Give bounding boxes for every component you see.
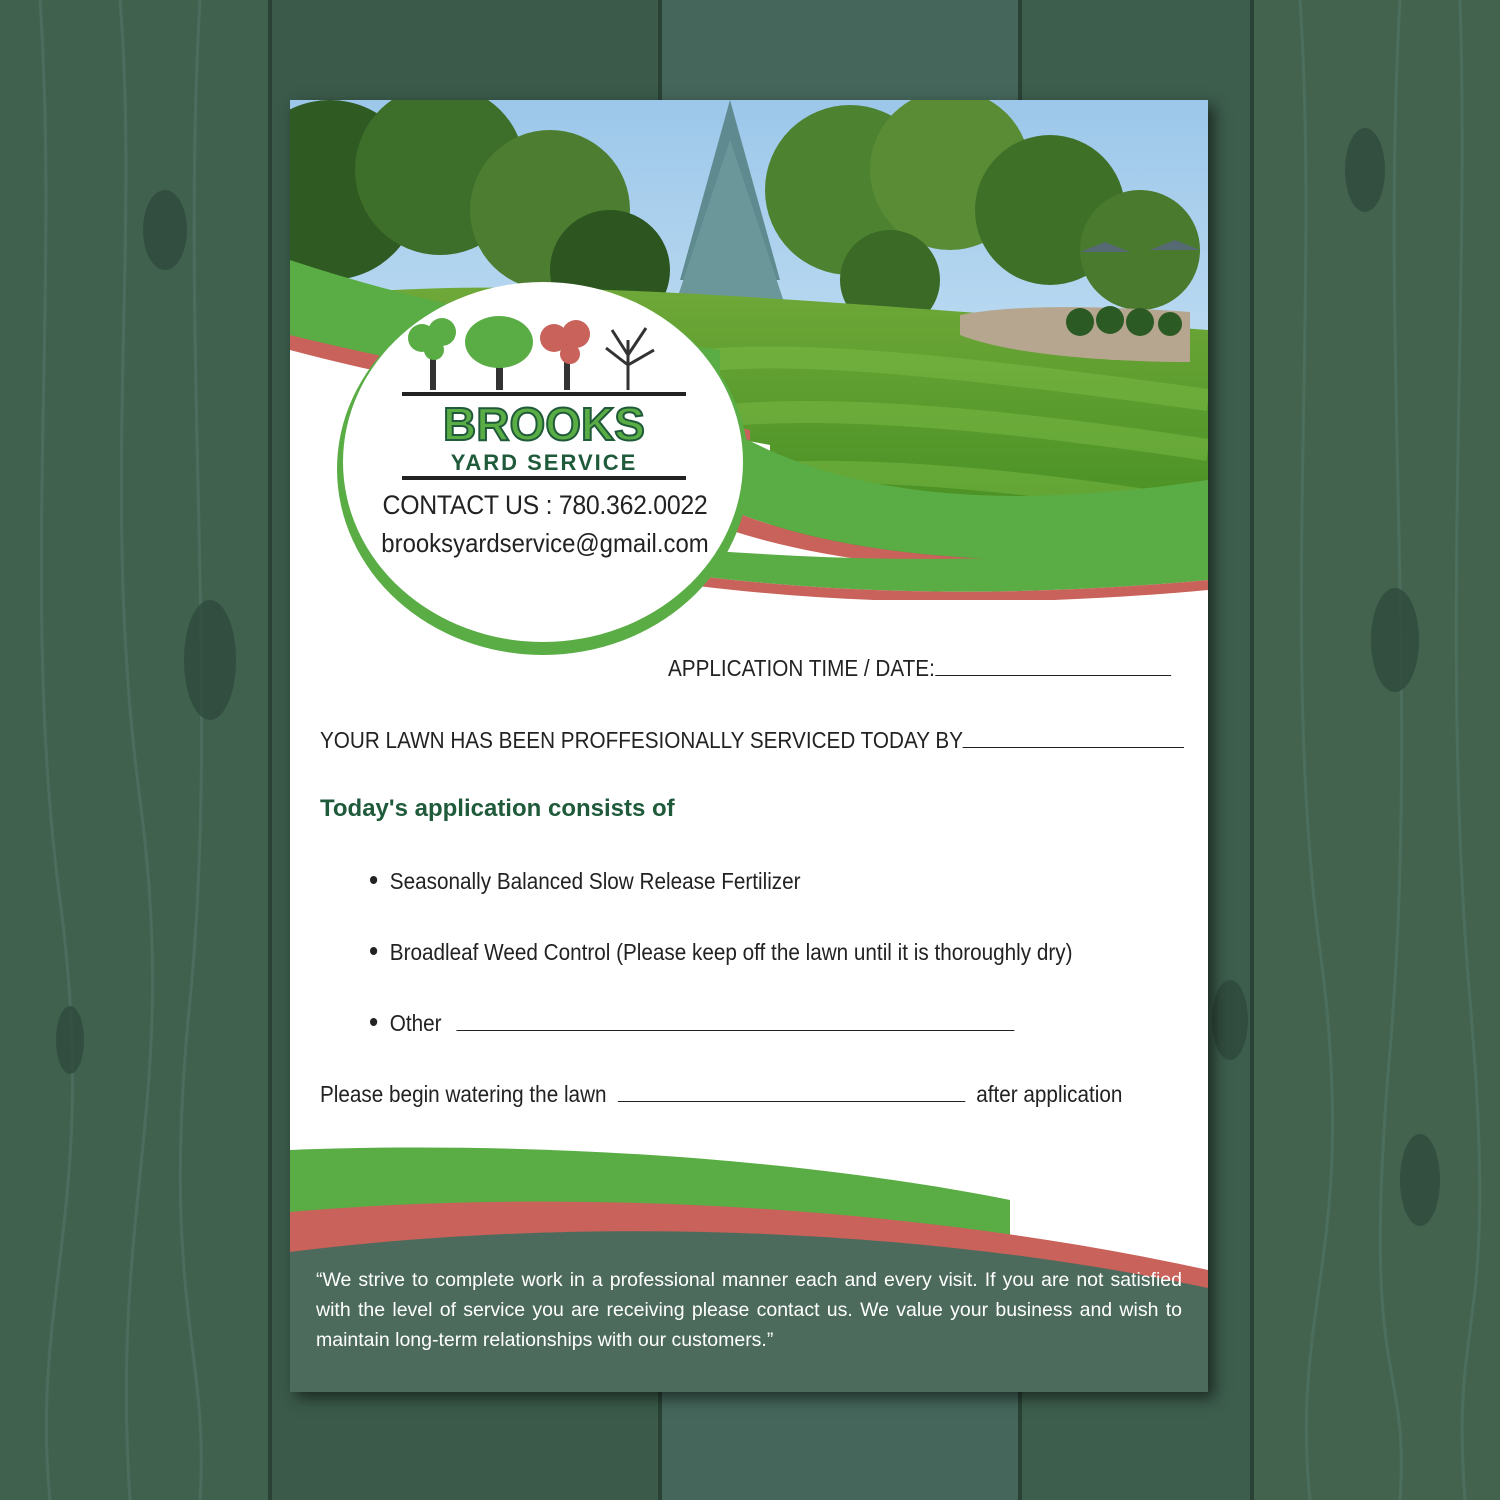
- serviced-by-label: YOUR LAWN HAS BEEN PROFFESIONALLY SERVICED TODAY BY: [320, 727, 964, 753]
- bullet-icon: [370, 1018, 377, 1026]
- bullet-icon: [370, 947, 377, 955]
- watering-prefix: Please begin watering the lawn: [320, 1081, 607, 1107]
- contact-phone: CONTACT US : 780.362.0022: [382, 490, 708, 520]
- application-date-blank[interactable]: [935, 657, 1171, 676]
- watering-suffix: after application: [976, 1081, 1123, 1107]
- list-item: [370, 939, 1073, 966]
- serviced-by-row: [320, 727, 1184, 754]
- list-item-label: Other: [389, 1010, 442, 1036]
- application-date-label: APPLICATION TIME / DATE:: [668, 655, 935, 681]
- tree-round-icon: [465, 316, 533, 390]
- watering-blank[interactable]: [618, 1083, 965, 1102]
- list-item: [370, 1010, 1014, 1037]
- bullet-icon: [370, 876, 377, 884]
- list-item: [370, 868, 801, 895]
- list-item-label: Seasonally Balanced Slow Release Fertilizer: [389, 868, 801, 894]
- flyer-card: [290, 100, 1208, 1392]
- brooks-logo: [402, 310, 686, 490]
- serviced-by-blank[interactable]: [963, 729, 1184, 748]
- list-item-label: Broadleaf Weed Control (Please keep off the lawn until it is thoroughly dry): [389, 939, 1073, 965]
- footer-quote: “We strive to complete work in a professional manner each and every visit. If you are not satisfied with the level of service you are receiving please contact us. We value your business and wish to maintain long-term relationships with our customers.”: [316, 1269, 1182, 1351]
- other-blank[interactable]: [456, 1012, 1014, 1031]
- application-heading: Today's application consists of: [320, 795, 675, 822]
- tree-green-icon: [408, 318, 456, 390]
- watering-row: [320, 1081, 1122, 1108]
- brand-name: BROOKS: [443, 398, 645, 450]
- application-date-row: [668, 655, 1171, 682]
- brand-tagline: YARD SERVICE: [450, 450, 638, 475]
- tree-autumn-icon: [540, 320, 590, 390]
- tree-bare-icon: [606, 328, 654, 390]
- contact-email: brooksyardservice@gmail.com: [381, 528, 709, 558]
